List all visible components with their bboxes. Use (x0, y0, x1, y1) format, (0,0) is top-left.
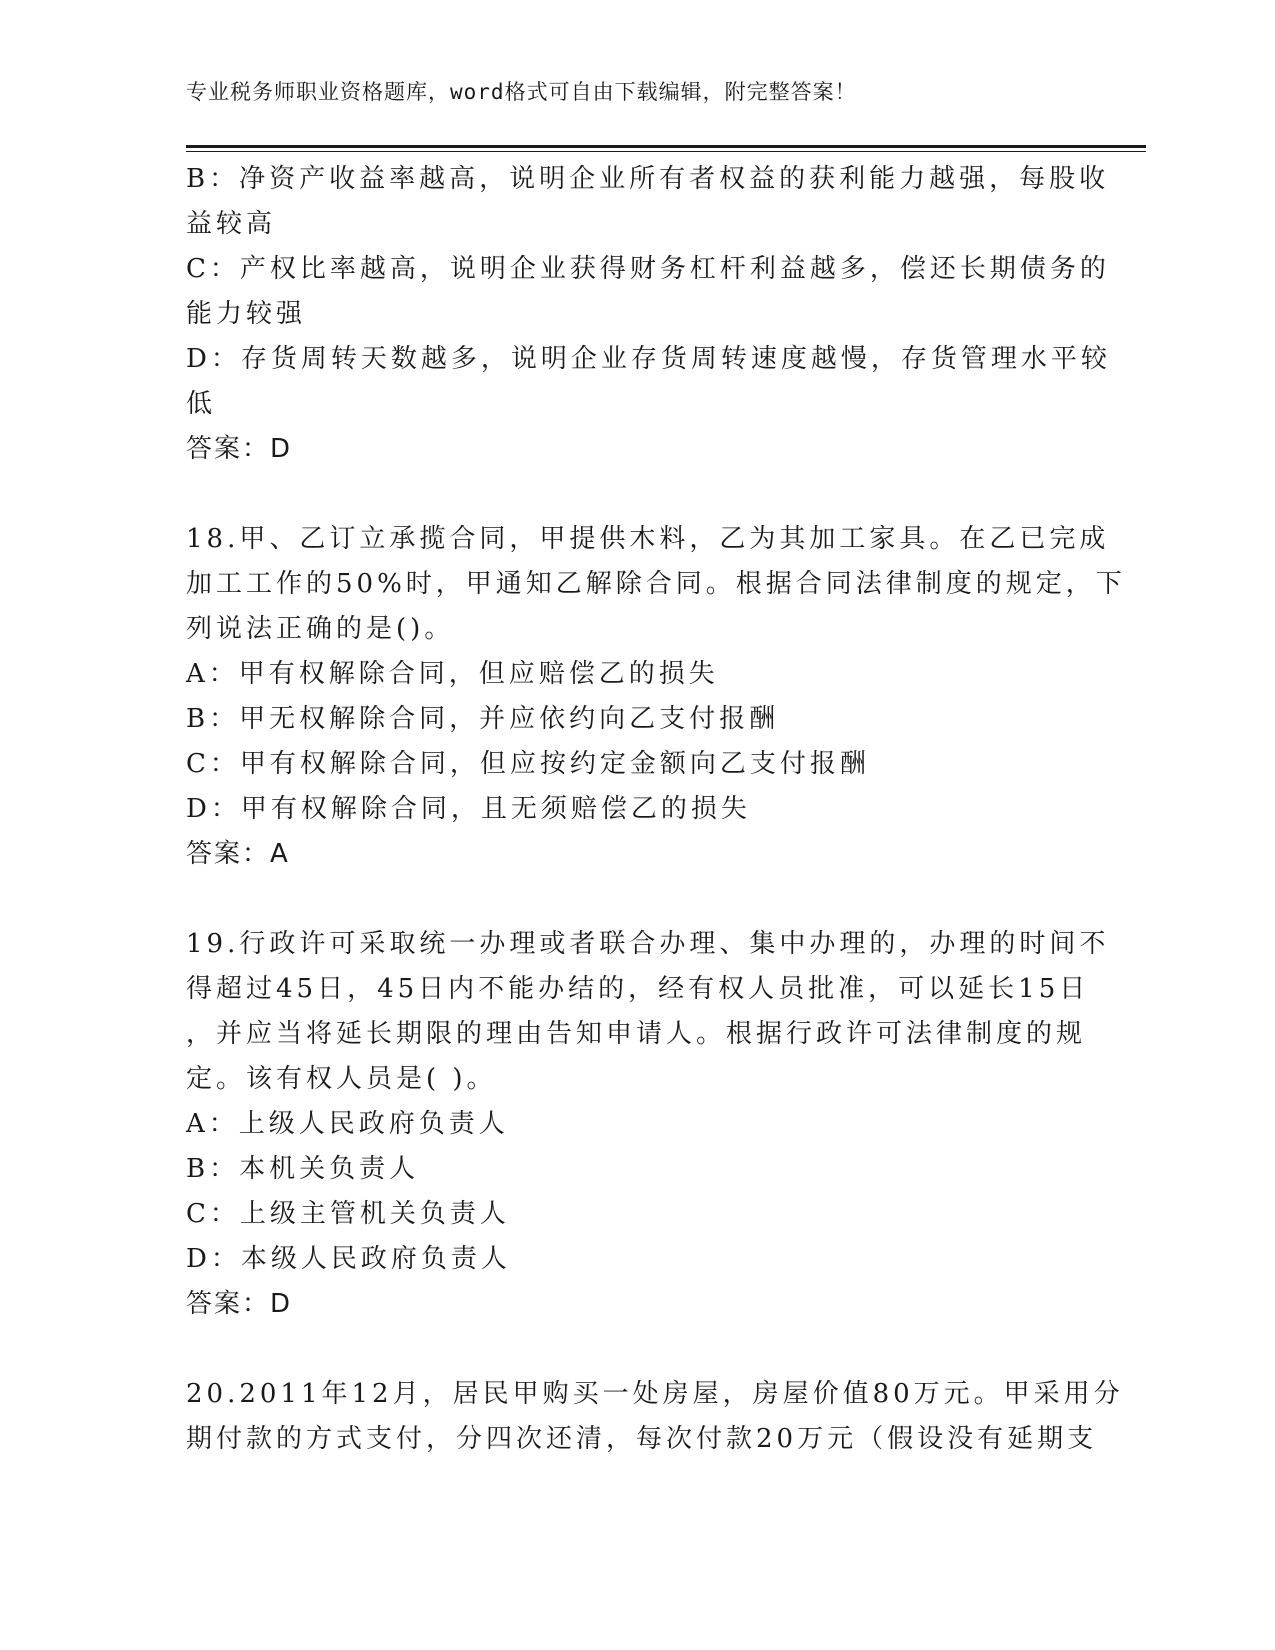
answer-line: 答案：A (186, 839, 290, 869)
question-line: 定。该有权人员是( )。 (186, 1064, 497, 1094)
question-block-17 (186, 157, 1111, 472)
option-line: 益较高 (186, 209, 277, 239)
spacer (186, 1327, 1076, 1372)
question-line: 19.行政许可采取统一办理或者联合办理、集中办理的，办理的时间不 (186, 929, 1110, 959)
answer-line: 答案：D (186, 1289, 293, 1319)
option-line: D：存货周转天数越多，说明企业存货周转速度越慢，存货管理水平较 (186, 344, 1111, 374)
option-line: B：本机关负责人 (186, 1154, 420, 1184)
spacer (186, 877, 1076, 922)
option-line: D：甲有权解除合同，且无须赔偿乙的损失 (186, 794, 751, 824)
question-block-20 (186, 1372, 1124, 1462)
option-line: 能力较强 (186, 299, 307, 329)
page-header: 专业税务师职业资格题库，word格式可自由下载编辑，附完整答案！ (186, 80, 857, 104)
spacer (186, 472, 1076, 517)
question-content (186, 157, 1126, 1462)
option-line: 低 (186, 389, 217, 419)
question-line: 得超过45日，45日内不能办结的，经有权人员批准，可以延长15日 (186, 974, 1090, 1004)
option-line: B：甲无权解除合同，并应依约向乙支付报酬 (186, 704, 780, 734)
option-line: D：本级人民政府负责人 (186, 1244, 511, 1274)
question-line: 18.甲、乙订立承揽合同，甲提供木料，乙为其加工家具。在乙已完成 (186, 524, 1110, 554)
question-line: 加工工作的50%时，甲通知乙解除合同。根据合同法律制度的规定，下 (186, 569, 1126, 599)
question-line: 20.2011年12月，居民甲购买一处房屋，房屋价值80万元。甲采用分 (186, 1379, 1124, 1409)
question-line: 列说法正确的是()。 (186, 614, 455, 644)
option-line: C：上级主管机关负责人 (186, 1199, 510, 1229)
question-line: 期付款的方式支付，分四次还清，每次付款20万元（假设没有延期支 (186, 1424, 1098, 1454)
option-line: B：净资产收益率越高，说明企业所有者权益的获利能力越强，每股收 (186, 164, 1110, 194)
question-block-18 (186, 517, 1126, 877)
answer-line: 答案：D (186, 434, 293, 464)
option-line: A：上级人民政府负责人 (186, 1109, 509, 1139)
question-block-19 (186, 922, 1110, 1327)
option-line: C：产权比率越高，说明企业获得财务杠杆利益越多，偿还长期债务的 (186, 254, 1110, 284)
question-line: ，并应当将延长期限的理由告知申请人。根据行政许可法律制度的规 (186, 1019, 1087, 1049)
option-line: A：甲有权解除合同，但应赔偿乙的损失 (186, 659, 719, 689)
option-line: C：甲有权解除合同，但应按约定金额向乙支付报酬 (186, 749, 870, 779)
header-rule-thin (186, 151, 1146, 152)
header-rule-thick (186, 145, 1146, 148)
